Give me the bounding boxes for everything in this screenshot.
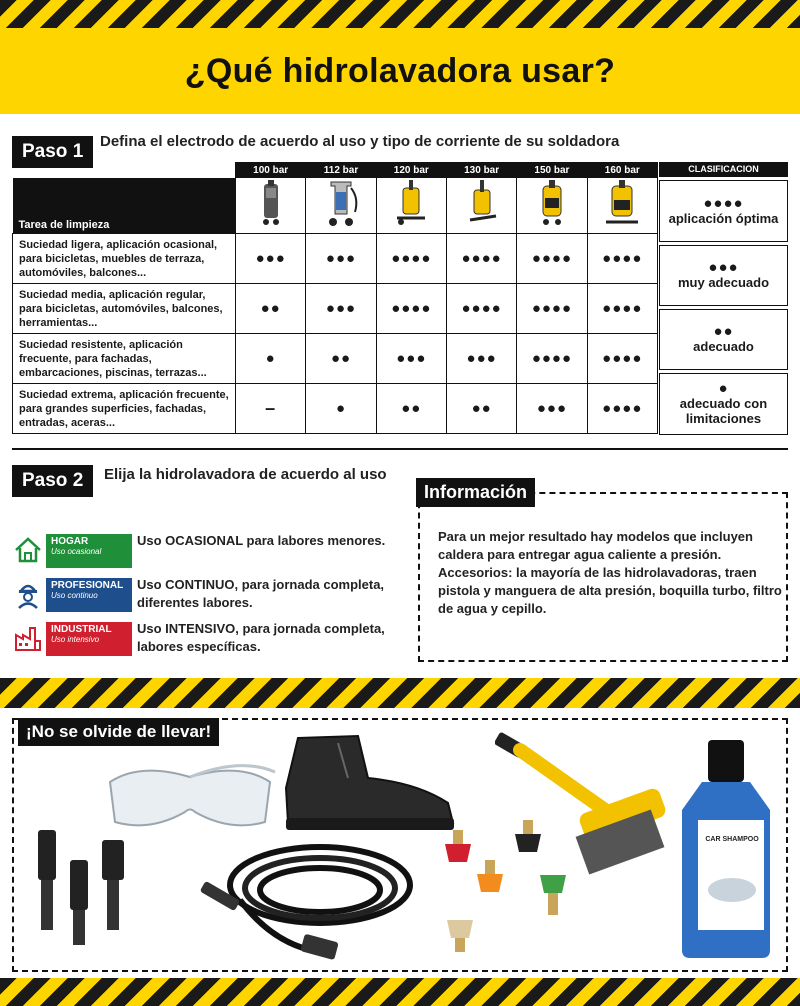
hazard-stripe-middle — [0, 678, 800, 708]
car-shampoo-image — [672, 740, 780, 960]
section-divider — [12, 448, 788, 450]
pressure-header: 130 bar — [446, 163, 516, 178]
rating-dots: ●●●● — [703, 194, 744, 212]
classification-item — [659, 180, 788, 242]
washer-image — [306, 178, 376, 234]
task-cell: Suciedad extrema, aplicación frecuente, para grandes superficies, fachadas, entradas, aceras... — [13, 384, 236, 434]
category-hogar — [10, 532, 386, 568]
shampoo-label: CAR SHAMPOO — [705, 836, 759, 843]
safety-goggles-image — [100, 752, 280, 842]
rating-cell: ●●● — [446, 334, 516, 384]
rating-cell: – — [236, 384, 306, 434]
washer-image — [376, 178, 446, 234]
pressure-header: 100 bar — [236, 163, 306, 178]
rating-cell: ●●●● — [446, 234, 516, 284]
classification-label: aplicación óptima — [668, 210, 779, 226]
category-desc: Uso CONTINUO, para jornada completa, diferentes labores. — [137, 577, 385, 610]
category-tag-sub: Uso intensivo — [51, 635, 100, 644]
task-cell: Suciedad ligera, aplicación ocasional, para bicicletas, muebles de terraza, automóviles, balcones... — [13, 234, 236, 284]
accessories-title: ¡No se olvide de llevar! — [18, 718, 219, 746]
house-icon — [10, 532, 46, 568]
rating-cell: ●●●● — [587, 234, 657, 284]
rating-cell: ●●●● — [587, 284, 657, 334]
category-industrial — [10, 620, 385, 656]
rating-cell: ●●●● — [517, 334, 587, 384]
rating-cell: ●●●● — [587, 384, 657, 434]
info-paragraph: Accesorios: la mayoría de las hidrolavadoras, traen pistola y manguera de alta presión, boquilla turbo, filtro de agua y cepillo. — [438, 565, 782, 616]
hazard-stripe-bottom — [0, 978, 800, 1006]
washer-image — [517, 178, 587, 234]
category-tag-sub: Uso continuo — [51, 591, 98, 600]
washer-image — [236, 178, 306, 234]
task-header: Tarea de limpieza — [13, 178, 236, 234]
rating-dots: ● — [718, 380, 729, 397]
rating-cell: ●● — [306, 334, 376, 384]
category-tag-title: PROFESIONAL — [51, 580, 124, 591]
category-tag-title: HOGAR — [51, 536, 89, 547]
classification-header: CLASIFICACION — [659, 162, 788, 177]
classification-label: adecuado — [693, 339, 754, 354]
washer-image — [446, 178, 516, 234]
rating-cell: ●●● — [306, 234, 376, 284]
category-tag — [46, 534, 132, 568]
classification-label: muy adecuado — [677, 275, 770, 290]
shampoo-side-label: CAR & BIKE — [670, 877, 680, 930]
rating-dots: ●● — [713, 323, 734, 340]
factory-icon — [10, 620, 46, 656]
rating-cell: ●● — [376, 384, 446, 434]
page-title: ¿Qué hidrolavadora usar? — [184, 51, 616, 90]
cleaning-table — [12, 162, 658, 434]
task-cell: Suciedad media, aplicación regular, para bicicletas, automóviles, balcones, herramientas... — [13, 284, 236, 334]
worker-icon — [10, 576, 46, 612]
task-cell: Suciedad resistente, aplicación frecuente, para fachadas, embarcaciones, piscinas, terrazas... — [13, 334, 236, 384]
rating-dots: ●●● — [708, 259, 739, 276]
category-tag — [46, 578, 132, 612]
pressure-header: 112 bar — [306, 163, 376, 178]
rating-cell: ● — [236, 334, 306, 384]
rating-cell: ●●●● — [376, 234, 446, 284]
category-tag-sub: Uso ocasional — [51, 547, 102, 556]
rating-cell: ●●● — [376, 334, 446, 384]
classification-item — [659, 309, 788, 370]
paso2-text: Elija la hidrolavadora de acuerdo al uso — [104, 466, 387, 483]
category-tag — [46, 622, 132, 656]
rating-cell: ●● — [446, 384, 516, 434]
title-band — [0, 28, 800, 114]
rating-cell: ●●●● — [446, 284, 516, 334]
info-text — [438, 528, 783, 618]
rating-cell: ● — [306, 384, 376, 434]
hose-image — [190, 830, 420, 975]
classification-item — [659, 373, 788, 435]
classification-item — [659, 245, 788, 306]
info-paragraph: Para un mejor resultado hay modelos que incluyen caldera para entregar agua caliente a presión. — [438, 529, 753, 562]
classification-label: adecuado con limitaciones — [679, 396, 768, 426]
rating-cell: ●●●● — [517, 284, 587, 334]
pressure-header: 160 bar — [587, 163, 657, 178]
category-profesional — [10, 576, 385, 612]
paso2-badge: Paso 2 — [12, 465, 93, 497]
rating-cell: ●●●● — [587, 334, 657, 384]
hazard-stripe-top — [0, 0, 800, 28]
category-desc: Uso OCASIONAL para labores menores. — [137, 533, 386, 548]
rating-cell: ●●●● — [376, 284, 446, 334]
pressure-header: 150 bar — [517, 163, 587, 178]
paso1-text: Defina el electrodo de acuerdo al uso y tipo de corriente de su soldadora — [100, 133, 620, 150]
info-title: Información — [416, 478, 535, 507]
paso1-badge: Paso 1 — [12, 136, 93, 168]
brush-image — [495, 730, 670, 890]
pressure-header: 120 bar — [376, 163, 446, 178]
rating-cell: ●●● — [236, 234, 306, 284]
category-desc: Uso INTENSIVO, para jornada completa, labores específicas. — [137, 621, 385, 654]
rating-cell: ●●●● — [517, 234, 587, 284]
washer-image — [587, 178, 657, 234]
rating-cell: ●● — [236, 284, 306, 334]
category-tag-title: INDUSTRIAL — [51, 624, 112, 635]
classification-legend — [659, 162, 788, 435]
rating-cell: ●●● — [306, 284, 376, 334]
rating-cell: ●●● — [517, 384, 587, 434]
